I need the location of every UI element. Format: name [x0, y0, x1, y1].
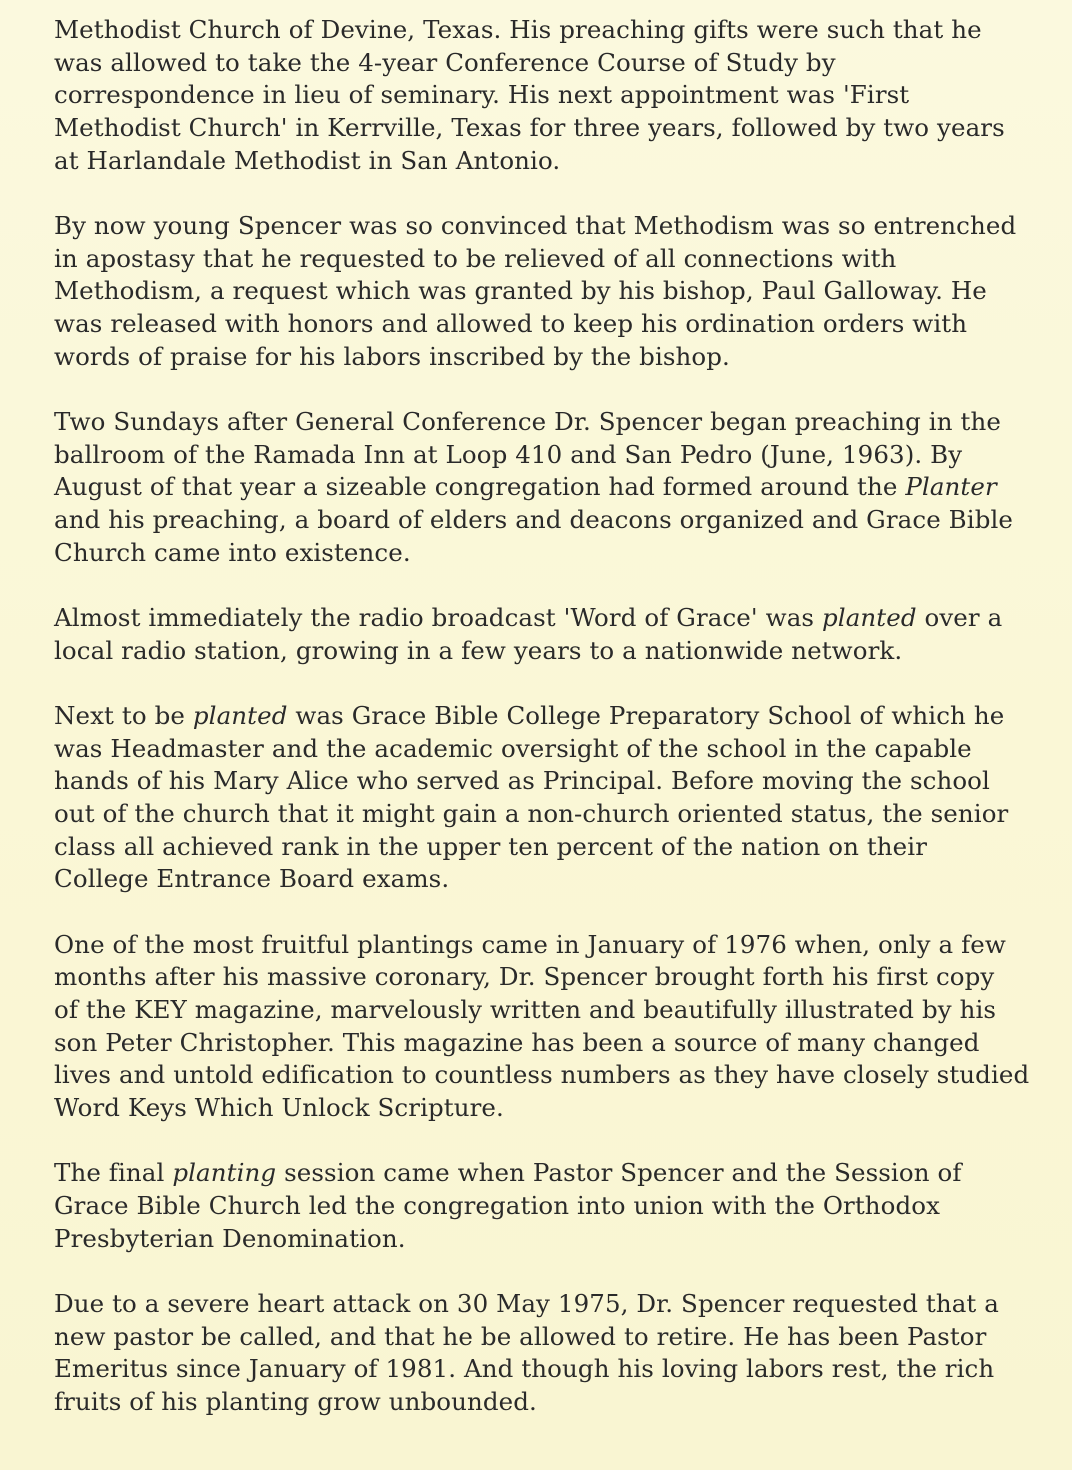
paragraph — [54, 602, 1044, 667]
text-segment: Church came into existence. — [54, 537, 411, 567]
text-segment: session came when Pastor Spencer and the Session of — [276, 1158, 962, 1188]
italic-text: planted — [192, 700, 288, 730]
text-line — [54, 439, 1044, 472]
text-segment: August of that year a sizeable congregation had formed around the — [54, 472, 906, 502]
text-line — [54, 47, 1044, 80]
text-segment: Almost immediately the radio broadcast 'Word of Grace' was — [54, 603, 822, 633]
text-segment: Two Sundays after General Conference Dr. Spencer began preaching in the — [54, 407, 1001, 437]
text-segment: was Headmaster and the academic oversight of the school in the capable — [54, 733, 972, 763]
text-segment: out of the church that it might gain a non-church oriented status, the senior — [54, 799, 1009, 829]
paragraph — [54, 929, 1044, 1125]
text-segment: Methodist Church of Devine, Texas. His preaching gifts were such that he — [54, 15, 982, 44]
paragraph — [54, 1288, 1044, 1419]
text-segment: Next to be — [54, 700, 193, 730]
text-line — [54, 275, 1044, 308]
text-line — [54, 341, 1044, 374]
text-segment: lives and untold edification to countless numbers as they have closely studied — [54, 1060, 1030, 1090]
text-line — [54, 733, 1044, 766]
text-line — [54, 1353, 1044, 1386]
text-segment: ballroom of the Ramada Inn at Loop 410 and San Pedro (June, 1963). By — [54, 439, 963, 469]
text-line — [54, 471, 1044, 504]
text-segment: of the KEY magazine, marvelously written and beautifully illustrated by his — [54, 995, 997, 1025]
text-segment: By now young Spencer was so convinced that Methodism was so entrenched — [54, 211, 1017, 241]
text-segment: College Entrance Board exams. — [54, 864, 450, 894]
text-segment: Grace Bible Church led the congregation into union with the Orthodox — [54, 1191, 941, 1221]
text-segment: local radio station, growing in a few years to a nationwide network. — [54, 635, 903, 665]
text-segment: was released with honors and allowed to keep his ordination orders with — [54, 309, 968, 339]
text-line — [54, 994, 1044, 1027]
text-segment: correspondence in lieu of seminary. His next appointment was 'First — [54, 80, 910, 110]
text-line — [54, 700, 1044, 733]
text-line — [54, 602, 1044, 635]
text-line — [54, 537, 1044, 570]
text-line — [54, 112, 1044, 145]
document-body — [54, 14, 1044, 1451]
text-line — [54, 308, 1044, 341]
text-line — [54, 1321, 1044, 1354]
text-segment: class all achieved rank in the upper ten percent of the nation on their — [54, 831, 928, 861]
text-line — [54, 1288, 1044, 1321]
text-line — [54, 406, 1044, 439]
text-segment: Emeritus since January of 1981. And though his loving labors rest, the rich — [54, 1354, 995, 1384]
text-segment: The final — [54, 1158, 173, 1188]
text-segment: over a — [916, 603, 1003, 633]
text-line — [54, 635, 1044, 668]
text-segment: Due to a severe heart attack on 30 May 1975, Dr. Spencer requested that a — [54, 1289, 999, 1318]
text-segment: and his preaching, a board of elders and deacons organized and Grace Bible — [54, 505, 1014, 535]
text-segment: words of praise for his labors inscribed by the bishop. — [54, 341, 730, 371]
paragraph — [54, 14, 1044, 178]
paragraph — [54, 210, 1044, 374]
text-segment: Presbyterian Denomination. — [54, 1223, 406, 1253]
text-segment: hands of his Mary Alice who served as Principal. Before moving the school — [54, 766, 990, 796]
text-line — [54, 1386, 1044, 1419]
text-line — [54, 1059, 1044, 1092]
text-segment: One of the most fruitful plantings came in January of 1976 when, only a few — [54, 929, 1006, 959]
text-line — [54, 1092, 1044, 1125]
text-line — [54, 79, 1044, 112]
text-line — [54, 929, 1044, 962]
text-line — [54, 831, 1044, 864]
text-segment: months after his massive coronary, Dr. Spencer brought forth his first copy — [54, 962, 995, 992]
text-line — [54, 961, 1044, 994]
text-line — [54, 14, 1044, 47]
text-segment: was allowed to take the 4-year Conference Course of Study by — [54, 47, 836, 77]
text-line — [54, 210, 1044, 243]
text-line — [54, 243, 1044, 276]
text-line — [54, 1223, 1044, 1256]
text-segment: fruits of his planting grow unbounded. — [54, 1387, 537, 1417]
text-segment: Word Keys Which Unlock Scripture. — [54, 1093, 504, 1123]
text-line — [54, 798, 1044, 831]
text-line — [54, 145, 1044, 178]
text-line — [54, 504, 1044, 537]
text-segment: was Grace Bible College Preparatory School of which he — [287, 700, 1005, 730]
italic-text: planting — [172, 1158, 277, 1188]
text-line — [54, 863, 1044, 896]
paragraph — [54, 1157, 1044, 1255]
paragraph — [54, 700, 1044, 896]
text-segment: Methodist Church' in Kerrville, Texas for three years, followed by two years — [54, 113, 1005, 143]
text-line — [54, 1157, 1044, 1190]
text-segment: new pastor be called, and that he be allowed to retire. He has been Pastor — [54, 1321, 987, 1351]
text-segment: son Peter Christopher. This magazine has been a source of many changed — [54, 1027, 980, 1057]
text-segment: in apostasy that he requested to be relieved of all connections with — [54, 243, 897, 273]
text-line — [54, 1190, 1044, 1223]
text-segment: at Harlandale Methodist in San Antonio. — [54, 145, 561, 175]
text-line — [54, 1027, 1044, 1060]
text-line — [54, 765, 1044, 798]
text-segment: Methodism, a request which was granted by his bishop, Paul Galloway. He — [54, 276, 987, 306]
paragraph — [54, 406, 1044, 570]
italic-text: Planter — [905, 472, 997, 502]
italic-text: planted — [821, 603, 917, 633]
